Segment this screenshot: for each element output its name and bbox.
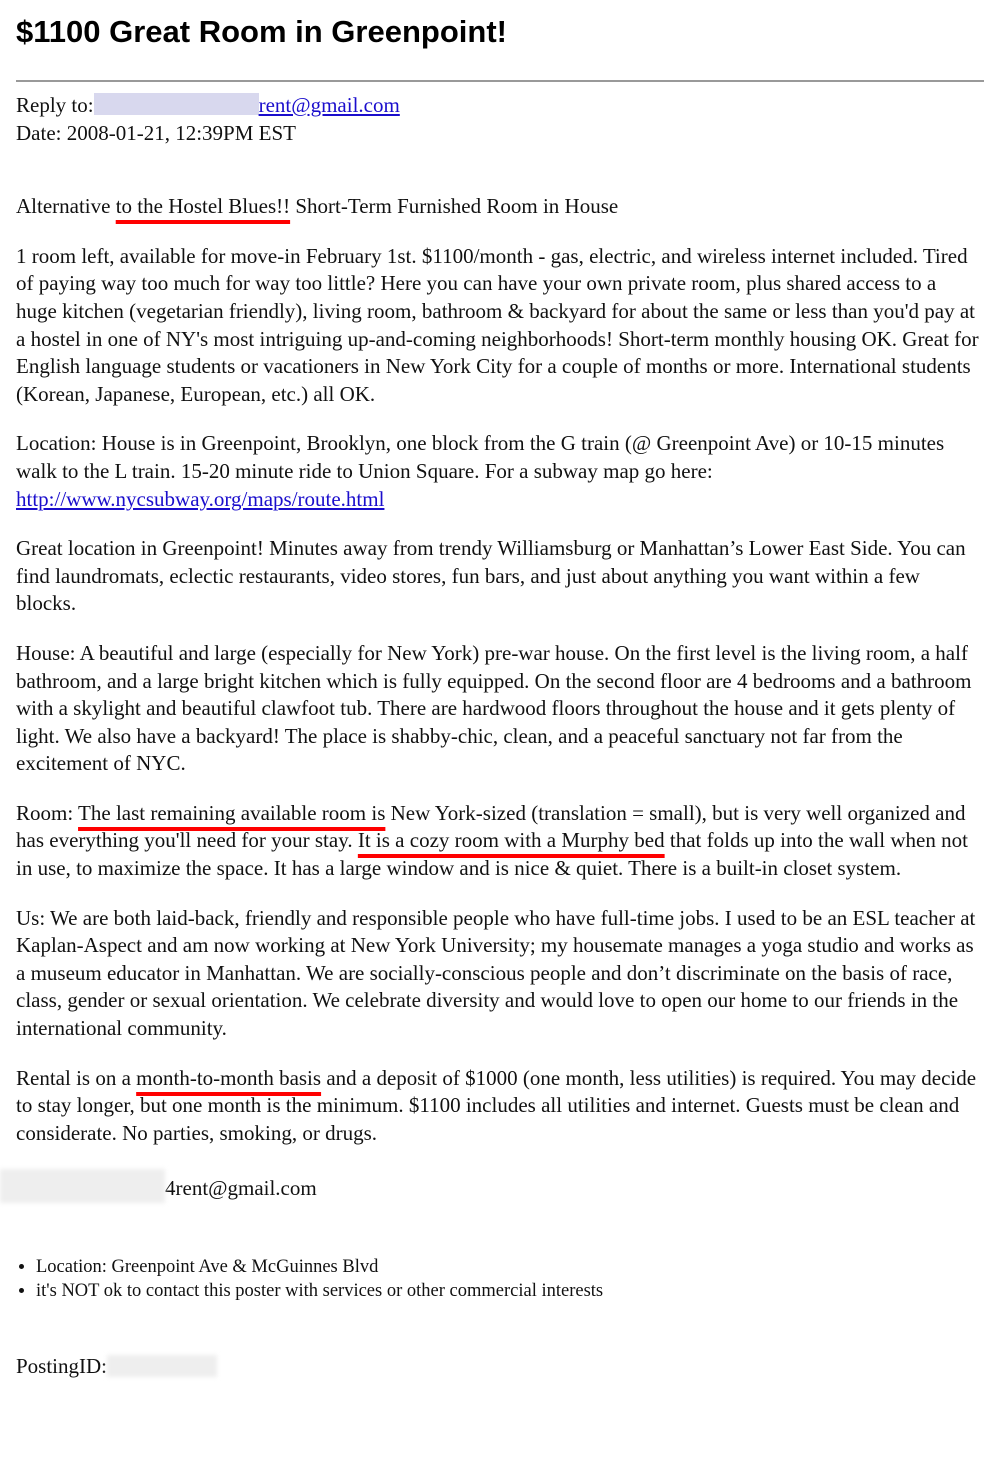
highlight: It is a cozy room with a Murphy bed [357,828,665,853]
redacted-block [107,1355,217,1377]
paragraph-rental [16,1065,981,1148]
page-title: $1100 Great Room in Greenpoint! [16,14,507,49]
bullet-list [16,1255,984,1303]
paragraph-us: Us: We are both laid-back, friendly and responsible people who have full-time jobs. I used to be an ESL teacher at Kaplan-Aspect and am now working at New York University; my housemate manages a yoga studio and works as a museum educator in Manhattan. We are socially-conscious people and don’t discriminate on the basis of race, class, gender or sexual orientation. We celebrate diversity and would love to open our home to our friends in the international community. [16,905,976,1041]
redacted-block [94,93,259,115]
text: Alternative [16,194,116,219]
text: and a deposit of $1000 (one month, less utilities) is required. You may decide to stay longer, but one month is the minimum. $1100 includes all utilities and internet. Guests must be clean and considerate. No parties, smoking, or drugs. [16,1065,977,1145]
posting-id-label: PostingID: [16,1354,108,1379]
text: New York-sized (translation = small), but is very well organized and has everything you'll need for your stay. [16,800,966,853]
posting-id [16,1353,984,1381]
list-item: • it's NOT ok to contact this poster with services or other commercial interests [36,1279,984,1303]
reply-email-link[interactable]: rent@gmail.com [258,93,400,117]
text: Location: House is in Greenpoint, Brooklyn, one block from the G train (@ Greenpoint Ave) or 10-15 minutes walk to the L train. 15-20 minute ride to Union Square. For a subway map go here: [16,431,945,483]
text: that folds up into the wall when not in use, to maximize the space. It has a large window and is nice & quiet. There is a built-in closet system. [16,828,968,881]
highlight: to the Hostel Blues!! [115,194,291,219]
subway-map-link[interactable]: http://www.nycsubway.org/maps/route.html [16,486,385,511]
paragraph-area: Great location in Greenpoint! Minutes away from trendy Williamsburg or Manhattan’s Lower East Side. You can find laundromats, eclectic restaurants, video stores, fun bars, and just about anything you want within a few blocks. [16,536,966,616]
highlight: The last remaining available room is [78,800,386,825]
divider [16,80,984,82]
paragraph-location [16,430,981,513]
headline [16,193,981,221]
contact-email [16,1169,984,1203]
paragraph-room [16,800,981,883]
redacted-block [0,1169,165,1203]
paragraph-intro: 1 room left, available for move-in February 1st. $1100/month - gas, electric, and wireless internet included. Tired of paying way too much for way too little? Here you can have your own private room, plus shared access to a huge kitchen (vegetarian friendly), living room, bathroom & backyard for about the same or less than you'd pay at a hostel in one of NY's most intriguing up-and-coming neighborhoods! Short-term monthly housing OK. Great for English language students or vacationers in New York City for a couple of months or more. International students (Korean, Japanese, European, etc.) all OK. [16,243,979,406]
text: Room: [16,800,79,825]
post-date: Date: 2008-01-21, 12:39PM EST [16,120,296,145]
contact-email-text: 4rent@gmail.com [165,1176,317,1201]
reply-to [16,92,984,120]
list-item: • Location: Greenpoint Ave & McGuinnes Blvd [36,1255,984,1279]
paragraph-house: House: A beautiful and large (especially for New York) pre-war house. On the first level is the living room, a half bathroom, and a large bright kitchen which is fully equipped. On the second floor are 4 bedrooms and a bathroom with a skylight and beautiful clawfoot tub. There are hardwood floors throughout the house and it gets plenty of light. We also have a backyard! The place is shabby-chic, clean, and a peaceful sanctuary not far from the excitement of NYC. [16,640,972,776]
text: Short-Term Furnished Room in House [290,194,619,219]
highlight: month-to-month basis [136,1065,322,1090]
text: Rental is on a [16,1065,137,1090]
reply-to-label: Reply to: [16,93,94,117]
